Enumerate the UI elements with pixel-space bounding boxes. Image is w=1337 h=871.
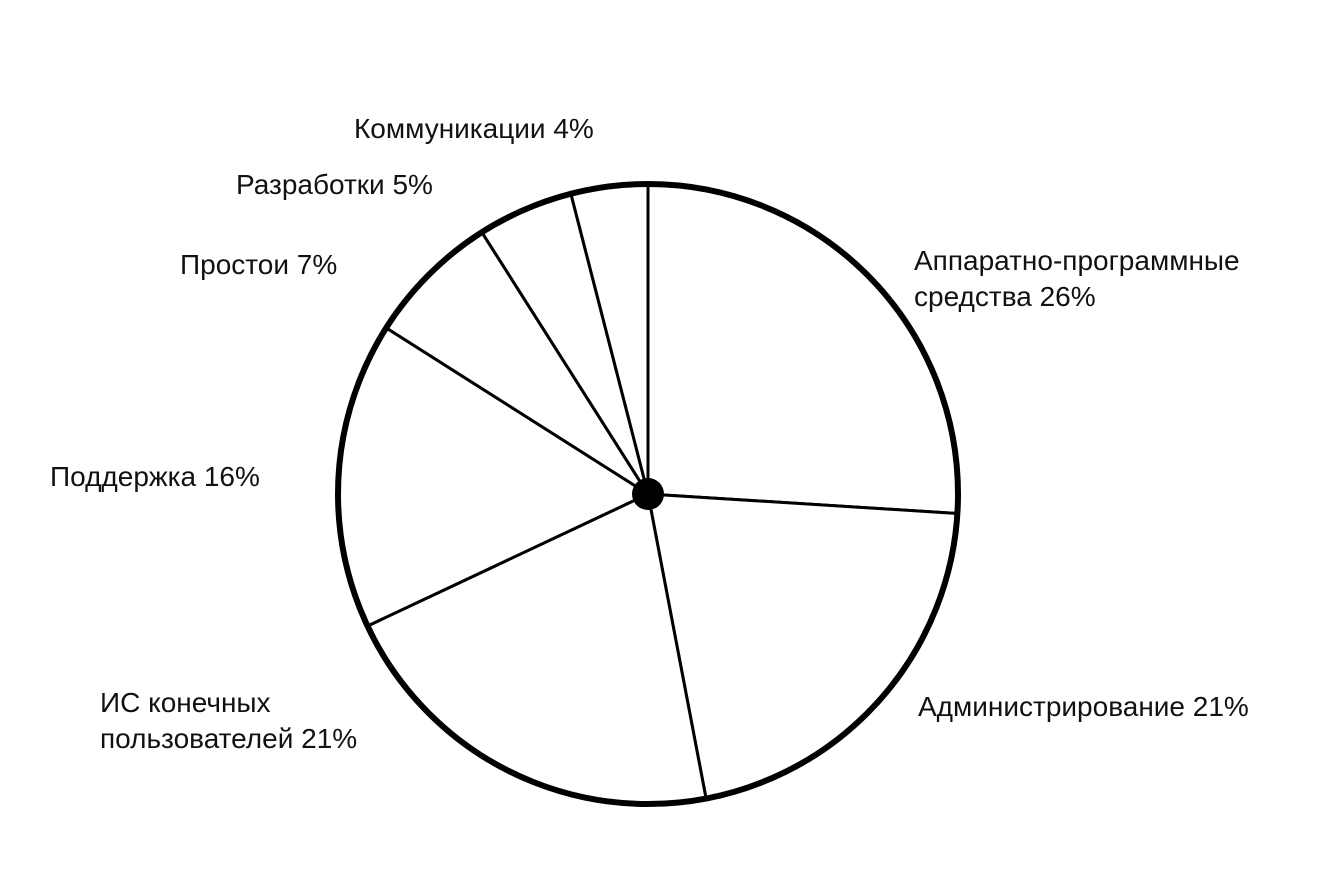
slice-label-6 <box>236 169 433 200</box>
slice-label-line: Разработки 5% <box>236 169 433 200</box>
slice-label-line: Поддержка 16% <box>50 461 260 492</box>
slice-label-line: средства 26% <box>914 281 1096 312</box>
slice-label-line: Аппаратно-программные <box>914 245 1240 276</box>
slice-label-1 <box>914 245 1240 312</box>
pie-slice-1 <box>648 184 958 513</box>
slice-label-5 <box>180 249 337 280</box>
slice-label-line: ИС конечных <box>100 687 271 718</box>
slice-label-3 <box>100 687 357 754</box>
slice-label-line: Администрирование 21% <box>918 691 1249 722</box>
slice-label-7 <box>354 113 594 144</box>
slice-label-line: Простои 7% <box>180 249 338 280</box>
slice-label-4 <box>50 461 260 492</box>
pie-center-dot <box>632 478 664 510</box>
slice-label-2 <box>918 691 1249 722</box>
slice-label-line: Коммуникации 4% <box>354 113 594 144</box>
slice-label-line: пользователей 21% <box>100 723 358 754</box>
